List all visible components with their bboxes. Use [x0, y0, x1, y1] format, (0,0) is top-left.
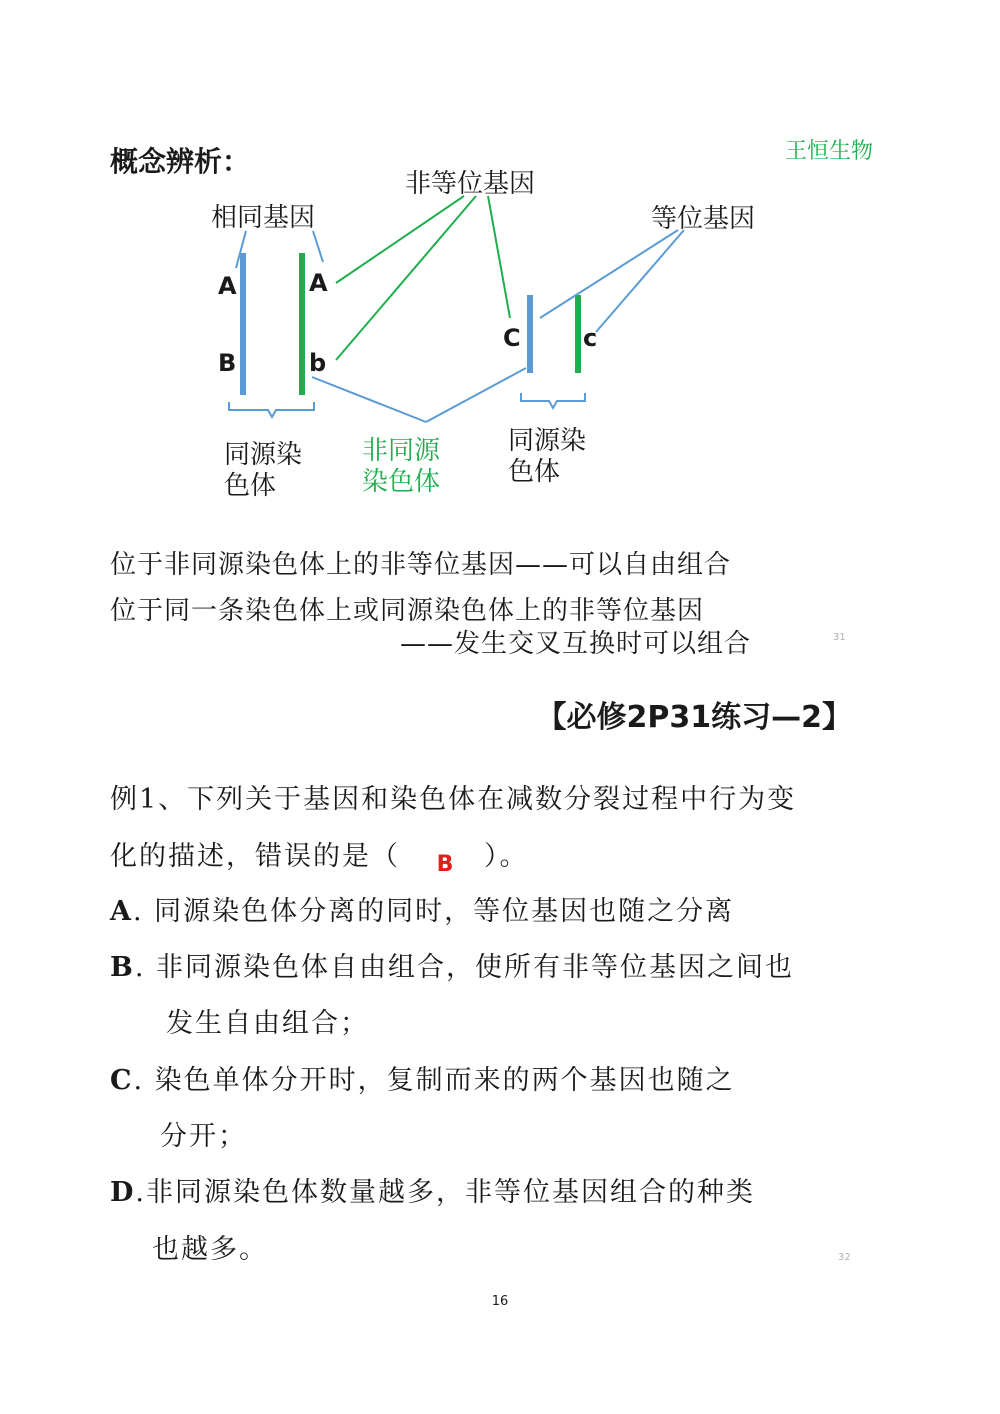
question-stem-2: [110, 834, 529, 877]
gene-A-left: A: [218, 272, 237, 300]
option-C-text: . 染色单体分开时，复制而来的两个基因也随之: [133, 1065, 735, 1096]
gene-B-left: B: [218, 349, 237, 377]
label-same-gene: 相同基因: [211, 203, 316, 233]
option-D: [110, 1170, 755, 1209]
brace-right: [521, 393, 585, 408]
statement-line-1: 位于非同源染色体上的非等位基因——可以自由组合: [110, 550, 732, 580]
option-B-continued: 发生自由组合；: [166, 1008, 369, 1039]
option-B-text: . 非同源染色体自由组合，使所有非等位基因之间也: [134, 952, 794, 983]
label-allelic: 等位基因: [651, 204, 756, 234]
label-homologous-right-2: 色体: [508, 457, 561, 487]
non-homologous-line-2: [426, 368, 526, 422]
concept-title: 概念辨析：: [110, 145, 251, 178]
option-A-label: A: [110, 896, 133, 927]
option-C-label: C: [110, 1065, 134, 1096]
brand-label: 王恒生物: [785, 139, 874, 164]
non-homologous-line-1: [312, 377, 426, 422]
label-homologous-left-1: 同源染: [224, 440, 303, 470]
label-non-homologous-2: 染色体: [362, 467, 441, 497]
question-stem-1: 例1、下列关于基因和染色体在减数分裂过程中行为变: [110, 784, 797, 815]
statement-line-3: ——发生交叉互换时可以组合: [400, 629, 752, 659]
option-D-label: D: [110, 1177, 136, 1208]
label-homologous-left-2: 色体: [224, 471, 277, 501]
option-C-continued: 分开；: [160, 1121, 247, 1152]
label-non-allelic: 非等位基因: [405, 169, 536, 199]
same-gene-line-right: [313, 231, 323, 262]
option-D-continued: 也越多。: [152, 1234, 268, 1265]
gene-c: c: [583, 324, 598, 352]
slide-number-31: 31: [833, 632, 846, 643]
brace-left: [229, 402, 314, 417]
exercise-title: 【必修2P31练习—2】: [536, 700, 852, 735]
gene-b-right: b: [309, 349, 327, 377]
label-non-homologous-1: 非同源: [362, 436, 441, 466]
non-allelic-line-2: [336, 196, 476, 360]
option-B-label: B: [110, 952, 135, 983]
label-homologous-right-1: 同源染: [508, 426, 587, 456]
allelic-line-2: [596, 230, 684, 332]
answer-mark: B: [436, 852, 456, 877]
question-stem-2a: 化的描述，错误的是（: [110, 841, 400, 872]
question-stem-2b: ）。: [483, 841, 529, 872]
non-allelic-line-3: [488, 196, 510, 318]
option-A: [110, 889, 734, 928]
option-B: [110, 945, 794, 984]
gene-C: C: [503, 324, 521, 352]
allelic-line-1: [540, 230, 678, 318]
statement-line-2: 位于同一条染色体上或同源染色体上的非等位基因: [110, 596, 705, 626]
option-A-text: . 同源染色体分离的同时，等位基因也随之分离: [132, 896, 735, 927]
non-allelic-line-1: [336, 196, 464, 283]
gene-A-right: A: [309, 269, 328, 297]
option-D-text: .非同源染色体数量越多，非等位基因组合的种类: [135, 1177, 756, 1208]
option-C: [110, 1058, 735, 1097]
page-number: 16: [491, 1294, 509, 1309]
slide-number-32: 32: [838, 1252, 851, 1263]
